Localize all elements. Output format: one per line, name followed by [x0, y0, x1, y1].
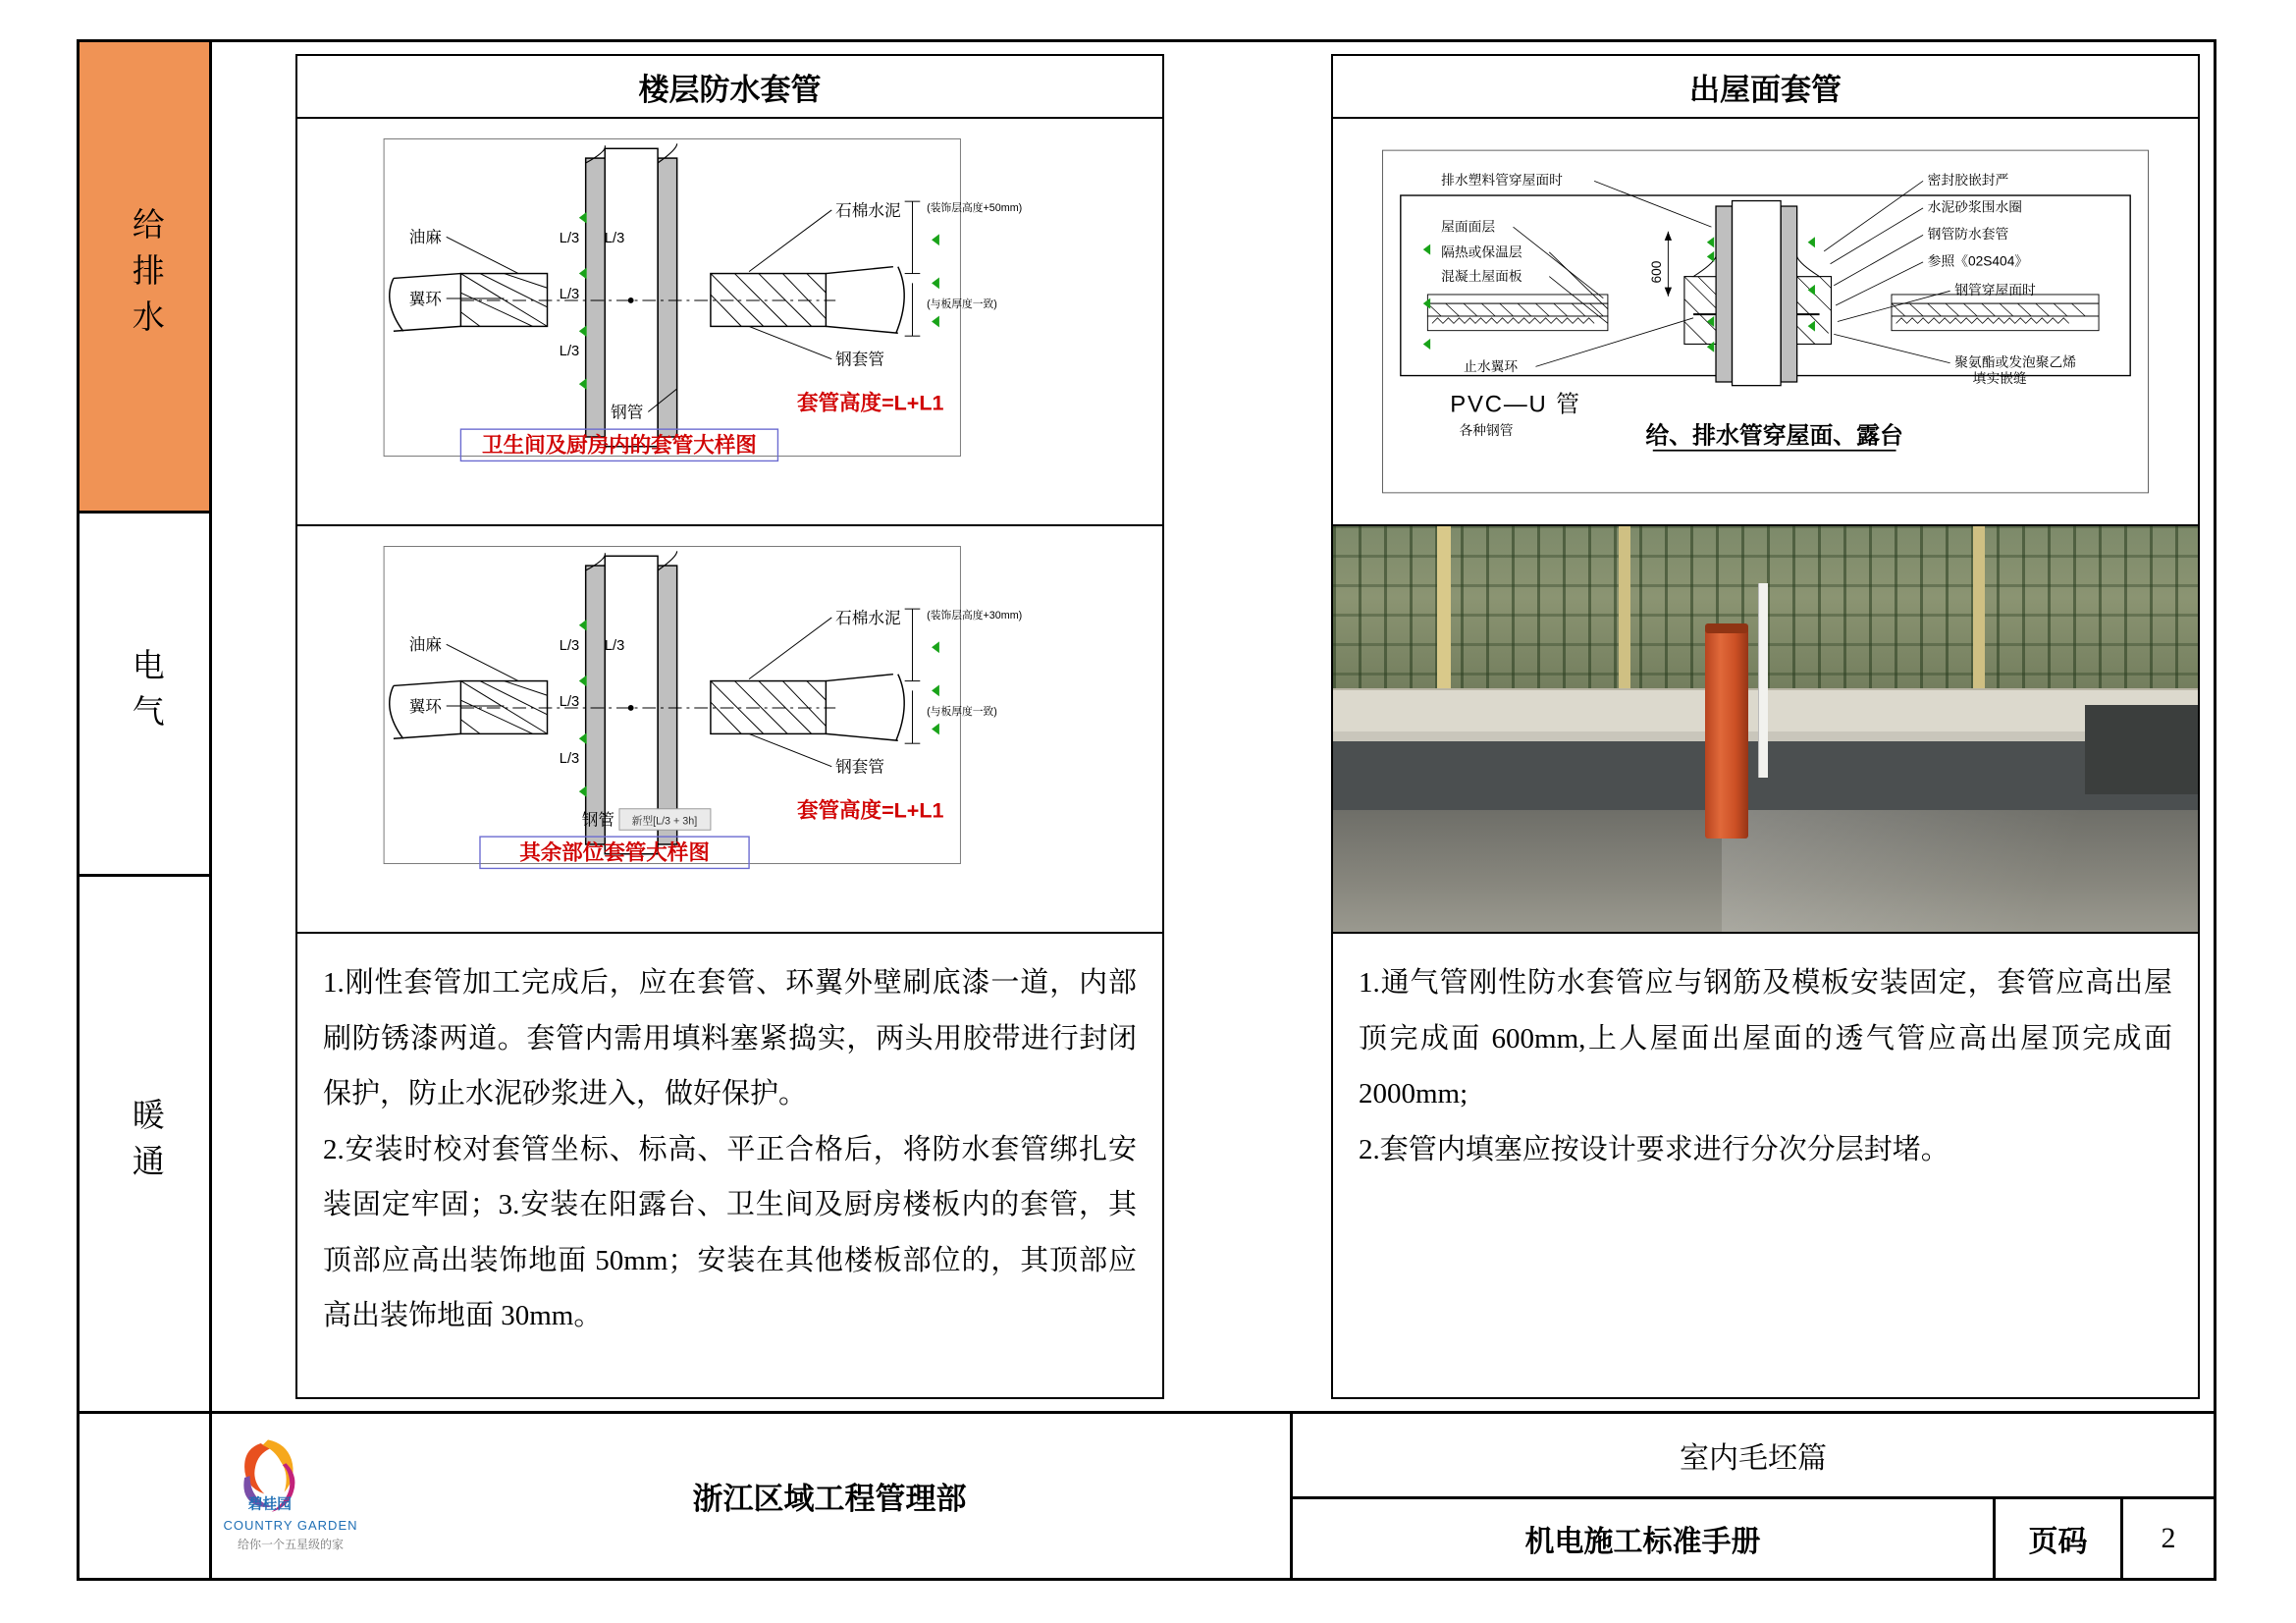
svg-text:屋面面层: 屋面面层: [1441, 219, 1496, 235]
svg-text:(与板厚度一致): (与板厚度一致): [927, 298, 997, 310]
svg-text:给、排水管穿屋面、露台: 给、排水管穿屋面、露台: [1645, 422, 1903, 450]
svg-text:排水塑料管穿屋面时: 排水塑料管穿屋面时: [1441, 173, 1563, 189]
svg-text:油麻: 油麻: [408, 635, 442, 655]
svg-text:L/3: L/3: [559, 638, 580, 655]
svg-text:翼环: 翼环: [408, 289, 442, 308]
drawing-roof-pipe: [1333, 119, 2198, 524]
photo-pole-right: [1973, 526, 1985, 688]
svg-text:钢套管: 钢套管: [835, 757, 885, 777]
category-plumbing-label: 给排水: [127, 207, 163, 346]
category-electrical-label: 电气: [127, 647, 163, 740]
footer-page-number: 2: [2120, 1496, 2214, 1579]
column-roof-sleeve: [1331, 54, 2200, 1399]
photo-water-sheen: [1722, 810, 2198, 932]
photo-measure-stick: [1758, 583, 1768, 778]
svg-text:PVC—U 管: PVC—U 管: [1450, 391, 1581, 418]
svg-text:(装饰层高度+50mm): (装饰层高度+50mm): [927, 201, 1023, 214]
svg-text:密封胶嵌封严: 密封胶嵌封严: [1927, 173, 2009, 189]
logo-icon: [217, 1433, 364, 1523]
column-floor-waterproof-sleeve: [295, 54, 1164, 1399]
photo-orange-pipe: [1705, 627, 1748, 839]
footer-row: [369, 1414, 2214, 1578]
svg-text:(装饰层高度+30mm): (装饰层高度+30mm): [927, 609, 1023, 622]
svg-text:卫生间及厨房内的套管大样图: 卫生间及厨房内的套管大样图: [482, 433, 757, 458]
svg-text:L/3: L/3: [604, 231, 625, 247]
svg-text:L/3: L/3: [559, 231, 580, 247]
footer-section-row: [1293, 1414, 2214, 1496]
column-2-note-1: 1.通气管刚性防水套管应与钢筋及模板安装固定，套管应高出屋顶完成面 600mm,上人屋面出屋面的透气管应高出屋顶完成面 2000mm;: [1359, 967, 2172, 1110]
svg-text:(与板厚度一致): (与板厚度一致): [927, 705, 997, 718]
photo-pipe-top: [1705, 623, 1748, 633]
svg-text:参照《02S404》: 参照《02S404》: [1927, 253, 2029, 269]
photo-shadow-right: [2085, 705, 2198, 794]
footer-department: 浙江区域工程管理部: [369, 1414, 1293, 1578]
photo-pole-mid: [1619, 526, 1630, 705]
svg-text:L/3: L/3: [559, 287, 580, 303]
figure-other-location-sleeve: [297, 526, 1162, 934]
footer-page-label: 页码: [1993, 1496, 2120, 1579]
content-area: [212, 42, 2214, 1411]
figure-bathroom-kitchen-sleeve: [297, 119, 1162, 526]
svg-text:碧桂园: 碧桂园: [247, 1495, 292, 1512]
svg-text:新型[L/3 + 3h]: 新型[L/3 + 3h]: [631, 815, 698, 828]
column-1-notes: [297, 934, 1162, 1397]
footer-main: [369, 1414, 2214, 1578]
svg-text:600: 600: [1649, 260, 1665, 284]
figure-roof-pipe-detail: [1333, 119, 2198, 526]
svg-text:水泥砂浆围水圈: 水泥砂浆围水圈: [1927, 199, 2022, 215]
svg-text:填实嵌缝: 填实嵌缝: [1972, 370, 2027, 386]
category-electrical: [80, 514, 209, 877]
svg-text:钢管防水套管: 钢管防水套管: [1927, 227, 2009, 243]
svg-text:L/3: L/3: [559, 750, 580, 767]
figure-roof-site-photo: [1333, 526, 2198, 934]
page-footer: [80, 1411, 2214, 1578]
category-column: [80, 42, 212, 1411]
svg-text:钢套管: 钢套管: [835, 350, 885, 369]
logo-graphic: [217, 1433, 364, 1560]
document-page: [77, 39, 2216, 1581]
svg-text:混凝土屋面板: 混凝土屋面板: [1441, 269, 1522, 285]
svg-text:套管高度=L+L1: 套管高度=L+L1: [797, 391, 944, 415]
svg-text:钢管穿屋面时: 钢管穿屋面时: [1954, 282, 2036, 298]
footer-manual-title: 机电施工标准手册: [1293, 1496, 1993, 1579]
logo-en-text: COUNTRY GARDEN: [223, 1517, 358, 1533]
svg-text:L/3: L/3: [559, 694, 580, 711]
svg-text:石棉水泥: 石棉水泥: [835, 200, 901, 220]
svg-text:聚氨酯或发泡聚乙烯: 聚氨酯或发泡聚乙烯: [1954, 354, 2076, 370]
footer-manual-row: [1293, 1496, 2214, 1579]
column-2-header: 出屋面套管: [1333, 56, 2198, 119]
column-1-note-1: 1.刚性套管加工完成后，应在套管、环翼外壁刷底漆一道，内部刷防锈漆两道。套管内需用填料塞紧捣实，两头用胶带进行封闭保护，防止水泥砂浆进入，做好保护。: [323, 967, 1137, 1110]
logo-slogan: 给你一个五星级的家: [237, 1537, 344, 1551]
column-2-note-2: 2.套管内填塞应按设计要求进行分次分层封堵。: [1359, 1133, 1949, 1165]
company-logo: [212, 1414, 369, 1578]
svg-text:油麻: 油麻: [408, 228, 442, 247]
svg-text:L/3: L/3: [559, 343, 580, 359]
svg-text:钢管: 钢管: [581, 810, 615, 830]
footer-section: 室内毛坯篇: [1680, 1441, 1827, 1475]
footer-left-spacer: [80, 1414, 212, 1578]
svg-text:各种钢管: 各种钢管: [1459, 423, 1514, 439]
drawing-bathroom-kitchen: [297, 119, 1162, 524]
svg-text:翼环: 翼环: [408, 696, 442, 716]
category-hvac-label: 暖通: [127, 1098, 163, 1190]
svg-text:L/3: L/3: [604, 638, 625, 655]
columns-wrapper: [212, 42, 2214, 1411]
site-photo: [1333, 526, 2198, 932]
svg-text:套管高度=L+L1: 套管高度=L+L1: [797, 798, 944, 823]
photo-pole-left: [1437, 526, 1451, 705]
category-plumbing: [80, 42, 209, 514]
svg-text:石棉水泥: 石棉水泥: [835, 608, 901, 627]
drawing-other-location: [297, 526, 1162, 932]
svg-text:止水翼环: 止水翼环: [1464, 358, 1519, 374]
column-1-header: 楼层防水套管: [297, 56, 1162, 119]
svg-text:隔热或保温层: 隔热或保温层: [1441, 244, 1522, 260]
column-2-notes: [1333, 934, 2198, 1397]
category-hvac: [80, 877, 209, 1411]
page-upper-area: [80, 42, 2214, 1411]
svg-text:其余部位套管大样图: 其余部位套管大样图: [519, 840, 710, 865]
footer-right-block: [1293, 1414, 2214, 1578]
column-1-note-2: 2.安装时校对套管坐标、标高、平正合格后，将防水套管绑扎安装固定牢固；3.安装在阳露台、卫生间及厨房楼板内的套管，其顶部应高出装饰地面 50mm；安装在其他楼板部位的，其顶部应高出装饰地面 30mm。: [323, 1133, 1137, 1332]
svg-text:钢管: 钢管: [611, 403, 644, 422]
